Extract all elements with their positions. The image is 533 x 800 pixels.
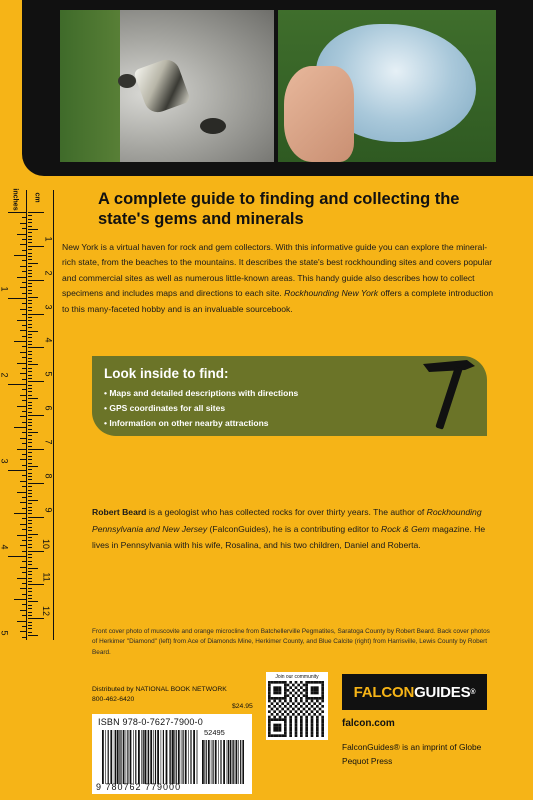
cm-tick bbox=[28, 473, 32, 474]
inch-tick bbox=[20, 631, 26, 632]
cm-tick bbox=[28, 486, 32, 487]
inch-tick bbox=[20, 459, 26, 460]
cm-tick bbox=[28, 618, 44, 619]
inch-tick bbox=[20, 610, 26, 611]
inch-tick bbox=[22, 368, 26, 369]
cm-tick bbox=[28, 568, 38, 569]
inch-scale bbox=[0, 190, 27, 640]
ean-barcode bbox=[102, 730, 198, 784]
inch-tick bbox=[22, 637, 26, 638]
headline: A complete guide to finding and collecting the state's gems and minerals bbox=[98, 190, 460, 228]
inch-tick bbox=[20, 545, 26, 546]
inch-tick bbox=[20, 266, 26, 267]
logo-falcon: FALCON bbox=[353, 683, 415, 701]
inch-tick bbox=[8, 384, 26, 385]
inch-tick bbox=[20, 588, 26, 589]
cm-number: 1 bbox=[43, 236, 54, 242]
cm-tick bbox=[28, 303, 32, 304]
cm-number: 7 bbox=[43, 439, 54, 445]
cm-tick bbox=[28, 256, 32, 257]
cm-tick bbox=[28, 388, 32, 389]
price-code: 52495 bbox=[204, 728, 225, 737]
cm-tick bbox=[28, 405, 32, 406]
cm-tick bbox=[28, 429, 32, 430]
cm-tick bbox=[28, 358, 32, 359]
cm-tick bbox=[28, 317, 32, 318]
inch-tick bbox=[22, 336, 26, 337]
inch-tick bbox=[20, 395, 26, 396]
cm-tick bbox=[28, 253, 32, 254]
distributor bbox=[92, 685, 252, 705]
cm-tick bbox=[28, 425, 32, 426]
cm-tick bbox=[28, 523, 32, 524]
distributor-phone: 800-462-6420 bbox=[92, 696, 135, 703]
cm-tick bbox=[28, 608, 32, 609]
cm-tick bbox=[28, 259, 32, 260]
inch-tick bbox=[20, 481, 26, 482]
cm-tick bbox=[28, 412, 32, 413]
cm-tick bbox=[28, 551, 44, 552]
cm-tick bbox=[28, 286, 32, 287]
inch-number: 4 bbox=[0, 544, 10, 550]
cm-tick bbox=[28, 588, 32, 589]
inch-tick bbox=[20, 416, 26, 417]
inch-tick bbox=[20, 438, 26, 439]
description-text: New York is a virtual haven for rock and gem collectors. With this informative guide you can explore the mineral-rich state, from the beaches to the mountains. It describes the state's best rockhounding sites and covers popular and commercial sites as well as numerous little-known areas. This handy guide also describes how to collect specimens and includes maps and directions to each site. bbox=[62, 242, 493, 299]
cm-tick bbox=[28, 246, 44, 247]
qr-code[interactable] bbox=[268, 681, 324, 737]
inch-tick bbox=[22, 465, 26, 466]
inside-item-attractions: • Information on other nearby attractions bbox=[104, 418, 269, 428]
inch-tick bbox=[20, 244, 26, 245]
inch-tick bbox=[22, 594, 26, 595]
cm-tick bbox=[28, 320, 32, 321]
cm-tick bbox=[28, 581, 32, 582]
cm-tick bbox=[28, 591, 32, 592]
cm-tick bbox=[28, 419, 32, 420]
cm-tick bbox=[28, 625, 32, 626]
inch-tick bbox=[22, 346, 26, 347]
cm-tick bbox=[28, 476, 32, 477]
cm-tick bbox=[28, 212, 44, 213]
inch-tick bbox=[8, 556, 26, 557]
cm-tick bbox=[28, 557, 32, 558]
cm-tick bbox=[28, 280, 44, 281]
cm-number: 8 bbox=[43, 473, 54, 479]
cm-tick bbox=[28, 507, 32, 508]
cm-tick bbox=[28, 534, 38, 535]
bio-text-3: magazine. He lives in Pennsylvania with his wife, Rosalina, and his two children, Daniel and Roberta. bbox=[92, 523, 486, 551]
inch-tick bbox=[22, 615, 26, 616]
inch-tick bbox=[22, 271, 26, 272]
cm-tick bbox=[28, 368, 32, 369]
inch-tick bbox=[8, 212, 26, 213]
ruler bbox=[0, 190, 54, 640]
publisher-imprint: FalconGuides® is an imprint of Globe Pequot Press bbox=[342, 742, 482, 766]
inch-tick bbox=[22, 303, 26, 304]
inch-tick bbox=[17, 492, 26, 493]
herkimer-diamond-photo bbox=[60, 10, 274, 162]
cm-tick bbox=[28, 500, 38, 501]
cm-tick bbox=[28, 307, 32, 308]
cm-tick bbox=[28, 628, 32, 629]
price-barcode bbox=[202, 740, 244, 784]
cm-tick bbox=[28, 527, 32, 528]
cm-label: cm bbox=[33, 192, 41, 203]
cm-tick bbox=[28, 215, 32, 216]
cm-tick bbox=[28, 354, 32, 355]
logo-guides: GUIDES bbox=[414, 683, 471, 701]
cm-tick bbox=[28, 290, 32, 291]
inch-tick bbox=[17, 535, 26, 536]
inch-tick bbox=[20, 330, 26, 331]
cm-tick bbox=[28, 564, 32, 565]
cm-tick bbox=[28, 391, 32, 392]
cm-tick bbox=[28, 503, 32, 504]
inch-tick bbox=[17, 234, 26, 235]
cm-tick bbox=[28, 622, 32, 623]
cm-tick bbox=[28, 375, 32, 376]
cm-tick bbox=[28, 595, 32, 596]
cm-tick bbox=[28, 432, 38, 433]
cm-tick bbox=[28, 459, 32, 460]
cm-number: 2 bbox=[43, 270, 54, 276]
cm-tick bbox=[28, 435, 32, 436]
book-title: Rockhounding New York bbox=[284, 288, 379, 299]
inch-tick bbox=[14, 427, 26, 428]
inch-tick bbox=[20, 309, 26, 310]
cm-tick bbox=[28, 490, 32, 491]
photo-credits: Front cover photo of muscovite and orange microcline from Batchellerville Pegmatites, Saratoga County by Robert Beard. Back cover photos of Herkimer "Diamond" (left) from Ace of Diamonds Mine, Herkimer County, and Blue Calcite (right) from Harrisville, Lewis County by Robert Beard. bbox=[92, 628, 490, 656]
cm-tick bbox=[28, 561, 32, 562]
cm-tick bbox=[28, 537, 32, 538]
description bbox=[62, 240, 494, 317]
inch-tick bbox=[8, 470, 26, 471]
inch-tick bbox=[22, 217, 26, 218]
cm-tick bbox=[28, 314, 44, 315]
cm-tick bbox=[28, 632, 32, 633]
ean-number: 9 780762 779000 bbox=[96, 782, 182, 792]
inch-tick bbox=[17, 320, 26, 321]
cm-number: 5 bbox=[43, 371, 54, 377]
cm-tick bbox=[28, 398, 38, 399]
inch-tick bbox=[20, 287, 26, 288]
inch-tick bbox=[20, 567, 26, 568]
cm-tick bbox=[28, 324, 32, 325]
cm-tick bbox=[28, 364, 38, 365]
cm-tick bbox=[28, 222, 32, 223]
inch-tick bbox=[22, 604, 26, 605]
cm-number: 9 bbox=[43, 507, 54, 513]
inch-label: inches bbox=[11, 188, 19, 211]
cm-tick bbox=[28, 351, 32, 352]
inch-tick bbox=[22, 357, 26, 358]
cm-number: 4 bbox=[43, 337, 54, 343]
cm-tick bbox=[28, 496, 32, 497]
cm-tick bbox=[28, 273, 32, 274]
cm-tick bbox=[28, 219, 32, 220]
cm-tick bbox=[28, 483, 44, 484]
inch-tick bbox=[14, 341, 26, 342]
inside-item-gps: • GPS coordinates for all sites bbox=[104, 403, 226, 413]
cm-tick bbox=[28, 249, 32, 250]
inch-tick bbox=[22, 432, 26, 433]
author-bio bbox=[92, 504, 494, 554]
falconguides-logo bbox=[342, 674, 487, 710]
cm-tick bbox=[28, 456, 32, 457]
cm-tick bbox=[28, 510, 32, 511]
cm-tick bbox=[28, 513, 32, 514]
cm-tick bbox=[28, 540, 32, 541]
author-name: Robert Beard bbox=[92, 507, 147, 517]
cm-tick bbox=[28, 408, 32, 409]
cm-tick bbox=[28, 276, 32, 277]
cm-tick bbox=[28, 283, 32, 284]
cm-number: 11 bbox=[41, 572, 52, 583]
isbn: ISBN 978-0-7627-7900-0 bbox=[98, 717, 203, 727]
cm-tick bbox=[28, 544, 32, 545]
inside-item-maps: • Maps and detailed descriptions with directions bbox=[104, 388, 299, 398]
description-text-end: offers a complete introduction to this many-faceted hobby and is an invaluable sourcebook. bbox=[62, 288, 494, 314]
cm-number: 3 bbox=[43, 304, 54, 310]
cm-tick bbox=[28, 334, 32, 335]
barcode-box bbox=[92, 714, 252, 794]
cm-tick bbox=[28, 517, 44, 518]
inch-tick bbox=[22, 379, 26, 380]
inch-tick bbox=[17, 449, 26, 450]
cm-tick bbox=[28, 605, 32, 606]
magazine-title: Rock & Gem bbox=[381, 523, 430, 534]
inch-tick bbox=[22, 260, 26, 261]
inch-tick bbox=[17, 578, 26, 579]
cm-tick bbox=[28, 402, 32, 403]
inch-tick bbox=[22, 250, 26, 251]
cm-tick bbox=[28, 520, 32, 521]
inch-tick bbox=[17, 621, 26, 622]
cm-tick bbox=[28, 598, 32, 599]
cm-number: 10 bbox=[40, 538, 51, 549]
inch-number: 5 bbox=[0, 630, 10, 636]
cm-tick bbox=[28, 571, 32, 572]
cm-tick bbox=[28, 463, 32, 464]
inch-number: 1 bbox=[0, 286, 10, 292]
inch-tick bbox=[22, 293, 26, 294]
cm-tick bbox=[28, 439, 32, 440]
inch-tick bbox=[22, 389, 26, 390]
cm-tick bbox=[28, 378, 32, 379]
inch-tick bbox=[20, 352, 26, 353]
cm-tick bbox=[28, 310, 32, 311]
cm-tick bbox=[28, 530, 32, 531]
inch-tick bbox=[22, 486, 26, 487]
inch-tick bbox=[22, 572, 26, 573]
cm-tick bbox=[28, 422, 32, 423]
inch-tick bbox=[22, 626, 26, 627]
inch-tick bbox=[22, 475, 26, 476]
author-book-title: Rockhounding Pennsylvania and New Jersey bbox=[92, 507, 482, 534]
cm-tick bbox=[28, 554, 32, 555]
cm-tick bbox=[28, 297, 38, 298]
inch-number: 3 bbox=[0, 458, 10, 464]
bio-text: is a geologist who has collected rocks for over thirty years. The author of bbox=[146, 507, 427, 517]
inch-tick bbox=[14, 513, 26, 514]
inch-tick bbox=[22, 282, 26, 283]
cm-tick bbox=[28, 466, 38, 467]
cm-tick bbox=[28, 612, 32, 613]
inch-tick bbox=[22, 400, 26, 401]
cm-number: 12 bbox=[40, 606, 51, 617]
cm-tick bbox=[28, 232, 32, 233]
inch-tick bbox=[20, 223, 26, 224]
cm-scale bbox=[28, 190, 54, 640]
inch-tick bbox=[14, 599, 26, 600]
cm-tick bbox=[28, 442, 32, 443]
inch-tick bbox=[22, 411, 26, 412]
cm-tick bbox=[28, 347, 44, 348]
cm-tick bbox=[28, 341, 32, 342]
inch-tick bbox=[22, 314, 26, 315]
inch-tick bbox=[20, 373, 26, 374]
cm-tick bbox=[28, 547, 32, 548]
inch-tick bbox=[22, 228, 26, 229]
distributor-name: Distributed by NATIONAL BOOK NETWORK bbox=[92, 686, 227, 693]
cm-tick bbox=[28, 446, 32, 447]
inch-tick bbox=[14, 255, 26, 256]
cm-tick bbox=[28, 493, 32, 494]
inch-tick bbox=[22, 551, 26, 552]
cm-tick bbox=[28, 242, 32, 243]
inch-tick bbox=[22, 540, 26, 541]
logo-registered: ® bbox=[470, 688, 476, 696]
cm-tick bbox=[28, 395, 32, 396]
cm-tick bbox=[28, 270, 32, 271]
inch-tick bbox=[22, 518, 26, 519]
cm-tick bbox=[28, 584, 44, 585]
cm-tick bbox=[28, 381, 44, 382]
cm-tick bbox=[28, 361, 32, 362]
rock-hammer-icon bbox=[415, 354, 481, 434]
inch-tick bbox=[22, 422, 26, 423]
cm-tick bbox=[28, 415, 44, 416]
inch-tick bbox=[22, 454, 26, 455]
inch-tick bbox=[22, 529, 26, 530]
bio-text-2: (FalconGuides), he is a contributing editor to bbox=[207, 523, 381, 534]
price: $24.95 bbox=[232, 703, 253, 710]
cm-tick bbox=[28, 226, 32, 227]
cm-tick bbox=[28, 601, 38, 602]
cm-tick bbox=[28, 371, 32, 372]
inch-tick bbox=[22, 583, 26, 584]
inch-tick bbox=[22, 497, 26, 498]
inch-tick bbox=[17, 406, 26, 407]
look-inside-title: Look inside to find: bbox=[104, 366, 229, 381]
inch-tick bbox=[22, 443, 26, 444]
inch-tick bbox=[8, 298, 26, 299]
inch-tick bbox=[22, 508, 26, 509]
cm-number: 6 bbox=[43, 405, 54, 411]
cm-tick bbox=[28, 344, 32, 345]
blue-calcite-photo bbox=[278, 10, 496, 162]
cm-tick bbox=[28, 239, 32, 240]
inch-tick bbox=[17, 363, 26, 364]
cm-tick bbox=[28, 635, 38, 636]
cm-tick bbox=[28, 578, 32, 579]
qr-label: Join our community bbox=[275, 674, 319, 680]
cm-tick bbox=[28, 615, 32, 616]
inch-tick bbox=[22, 239, 26, 240]
cm-tick bbox=[28, 266, 32, 267]
inch-number: 2 bbox=[0, 372, 10, 378]
cm-tick bbox=[28, 229, 38, 230]
cm-tick bbox=[28, 337, 32, 338]
publisher-url[interactable]: falcon.com bbox=[342, 718, 395, 729]
inch-tick bbox=[20, 502, 26, 503]
cm-tick bbox=[28, 236, 32, 237]
inch-tick bbox=[22, 561, 26, 562]
qr-code-box[interactable] bbox=[266, 672, 328, 740]
cm-tick bbox=[28, 385, 32, 386]
cm-tick bbox=[28, 449, 44, 450]
cm-tick bbox=[28, 327, 32, 328]
cm-tick bbox=[28, 469, 32, 470]
cm-tick bbox=[28, 263, 38, 264]
inch-tick bbox=[20, 524, 26, 525]
cm-tick bbox=[28, 293, 32, 294]
inch-tick bbox=[22, 325, 26, 326]
cm-tick bbox=[28, 300, 32, 301]
cm-tick bbox=[28, 479, 32, 480]
cm-tick bbox=[28, 574, 32, 575]
inch-tick bbox=[17, 277, 26, 278]
cm-tick bbox=[28, 452, 32, 453]
cm-tick bbox=[28, 331, 38, 332]
